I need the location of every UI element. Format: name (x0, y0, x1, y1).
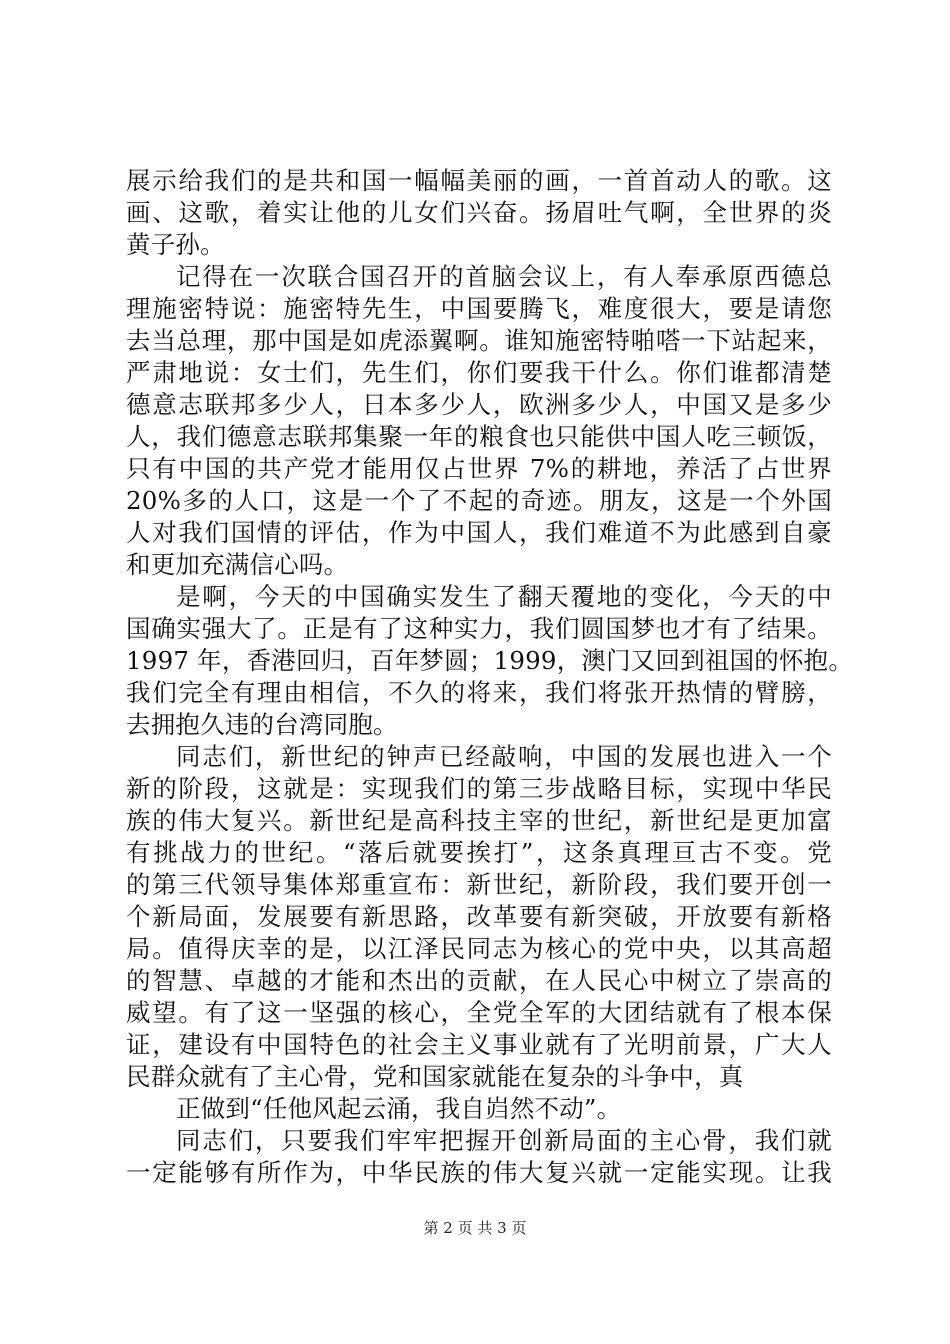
text-line: 1997 年，香港回归，百年梦圆；1999，澳门又回到祖国的怀抱。 (126, 646, 854, 675)
text-line: 是啊，今天的中国确实发生了翻天覆地的变化，今天的中 (176, 582, 832, 611)
text-line: 只有中国的共产党才能用仅占世界 7%的耕地，养活了占世界 (126, 454, 832, 483)
text-line: 个新局面，发展要有新思路，改革要有新突破，开放要有新格 (126, 902, 832, 931)
text-line: 族的伟大复兴。新世纪是高科技主宰的世纪，新世纪是更加富 (126, 806, 832, 835)
text-line: 威望。有了这一坚强的核心，全党全军的大团结就有了根本保 (126, 998, 832, 1027)
text-line: 同志们，只要我们牢牢把握开创新局面的主心骨，我们就 (176, 1126, 832, 1155)
text-line: 一定能够有所作为，中华民族的伟大复兴就一定能实现。让我 (126, 1158, 832, 1187)
text-line: 去当总理，那中国是如虎添翼啊。谁知施密特啪嗒一下站起来， (126, 326, 832, 355)
text-line: 有挑战力的世纪。“落后就要挨打”，这条真理亘古不变。党 (126, 838, 832, 867)
text-line: 新的阶段，这就是：实现我们的第三步战略目标，实现中华民 (126, 774, 832, 803)
text-line: 黄子孙。 (126, 230, 225, 259)
text-line: 局。值得庆幸的是，以江泽民同志为核心的党中央，以其高超 (126, 934, 832, 963)
text-line: 去拥抱久违的台湾同胞。 (126, 710, 398, 739)
text-line: 德意志联邦多少人，日本多少人，欧洲多少人，中国又是多少 (126, 390, 832, 419)
text-line: 人对我们国情的评估，作为中国人，我们难道不为此感到自豪 (126, 518, 832, 547)
text-line: 的第三代领导集体郑重宣布：新世纪，新阶段，我们要开创一 (126, 870, 832, 899)
text-line: 人，我们德意志联邦集聚一年的粮食也只能供中国人吃三顿饭， (126, 422, 832, 451)
text-line: 画、这歌，着实让他的儿女们兴奋。扬眉吐气啊，全世界的炎 (126, 198, 832, 227)
text-line: 的智慧、卓越的才能和杰出的贡献，在人民心中树立了崇高的 (126, 966, 832, 995)
text-line: 和更加充满信心吗。 (126, 550, 349, 579)
page-number-footer: 第 2 页 共 3 页 (423, 1219, 527, 1237)
text-line: 记得在一次联合国召开的首脑会议上，有人奉承原西德总 (176, 262, 832, 291)
text-line: 同志们，新世纪的钟声已经敲响，中国的发展也进入一个 (176, 742, 832, 771)
text-line: 国确实强大了。正是有了这种实力，我们圆国梦也才有了结果。 (126, 614, 832, 643)
text-line: 民群众就有了主心骨，党和国家就能在复杂的斗争中，真 (126, 1062, 744, 1091)
text-line: 正做到“任他风起云涌，我自岿然不动”。 (176, 1094, 622, 1123)
text-line: 证，建设有中国特色的社会主义事业就有了光明前景，广大人 (126, 1030, 832, 1059)
document-body (126, 165, 854, 1189)
text-line: 展示给我们的是共和国一幅幅美丽的画，一首首动人的歌。这 (126, 166, 832, 195)
text-line: 理施密特说：施密特先生，中国要腾飞，难度很大，要是请您 (126, 294, 832, 323)
text-line: 20%多的人口，这是一个了不起的奇迹。朋友，这是一个外国 (126, 486, 832, 515)
text-line: 我们完全有理由相信，不久的将来，我们将张开热情的臂膀， (126, 678, 832, 707)
text-line: 严肃地说：女士们，先生们，你们要我干什么。你们谁都清楚 (126, 358, 832, 387)
